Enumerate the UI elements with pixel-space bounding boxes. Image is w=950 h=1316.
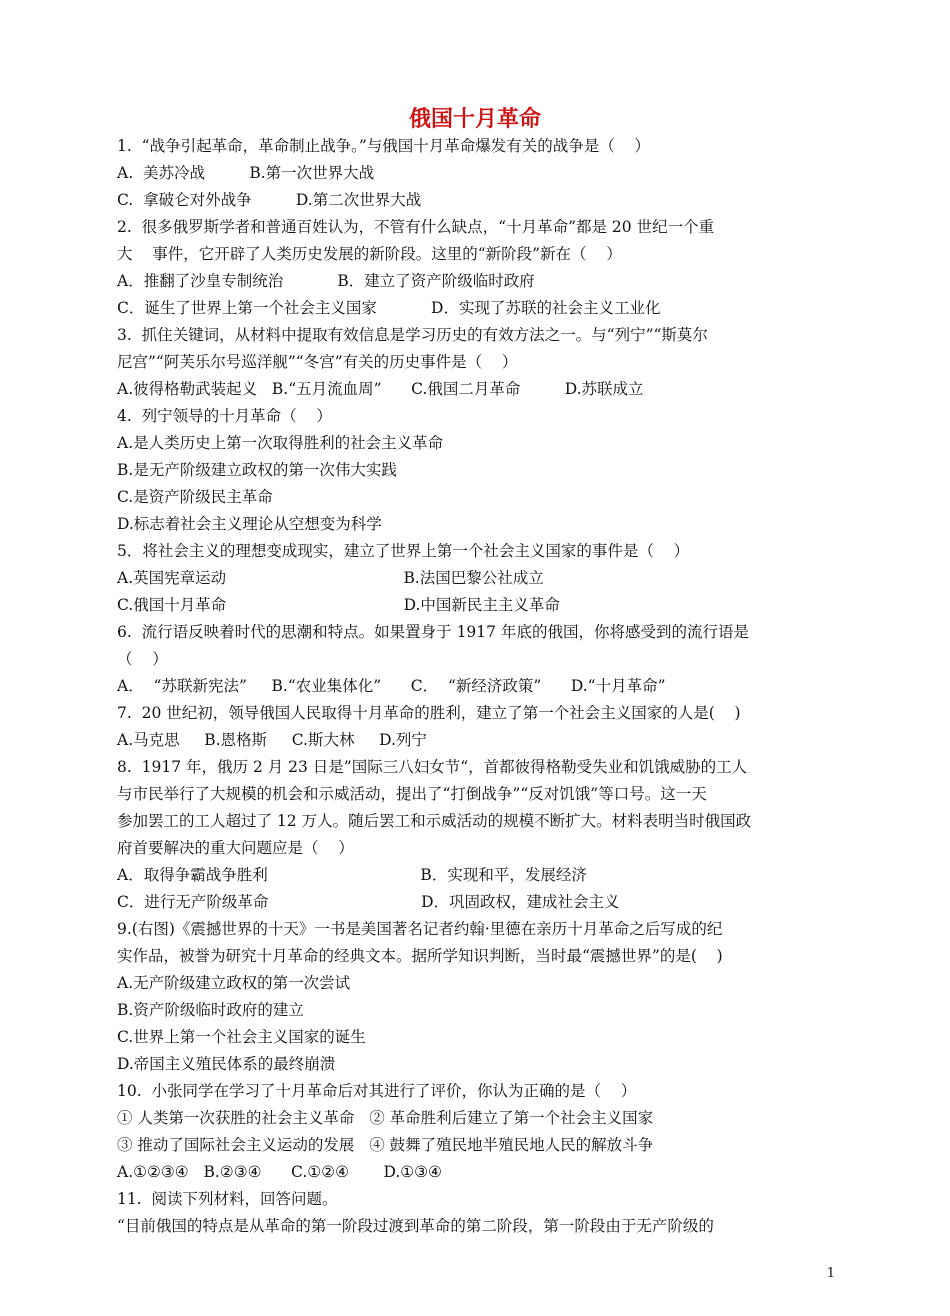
text-line: 2. 很多俄罗斯学者和普通百姓认为，不管有什么缺点，“十月革命”都是 20 世纪一个重 [117,218,715,236]
text-line: 1. “战争引起革命，革命制止战争。”与俄国十月革命爆发有关的战争是（ ） [117,137,650,155]
text-line: C.世界上第一个社会主义国家的诞生 [117,1028,366,1046]
text-line: A.无产阶级建立政权的第一次尝试 [117,974,351,992]
text-line: 9.(右图)《震撼世界的十天》一书是美国著名记者约翰·里德在亲历十月革命之后写成的纪 [117,920,723,938]
text-line: 4. 列宁领导的十月革命（ ） [117,407,332,425]
text-line: B.资产阶级临时政府的建立 [117,1001,304,1019]
text-line: 尼宫”“阿芙乐尔号巡洋舰”“冬宫”有关的历史事件是（ ） [117,353,518,371]
text-line: 3. 抓住关键词，从材料中提取有效信息是学习历史的有效方法之一。与“列宁”“斯莫尔 [117,326,708,344]
text-line: 7. 20 世纪初，领导俄国人民取得十月革命的胜利，建立了第一个社会主义国家的人是( ) [117,704,741,722]
text-line: C. 拿破仑对外战争 D.第二次世界大战 [117,191,422,209]
text-line: 参加罢工的工人超过了 12 万人。随后罢工和示威活动的规模不断扩大。材料表明当时俄国政 [117,812,752,830]
text-line: 府首要解决的重大问题应是（ ） [117,839,354,857]
text-line: A．推翻了沙皇专制统治 B．建立了资产阶级临时政府 [117,272,535,290]
text-line: A.英国宪章运动 B.法国巴黎公社成立 [117,569,544,587]
text-line: 10. 小张同学在学习了十月革命后对其进行了评价，你认为正确的是（ ） [117,1082,637,1100]
page-number: 1 [826,1266,835,1281]
text-line: “目前俄国的特点是从革命的第一阶段过渡到革命的第二阶段，第一阶段由于无产阶级的 [117,1217,714,1235]
page-title: 俄国十月革命 [408,107,541,132]
text-line: A.马克思 B.恩格斯 C.斯大林 D.列宁 [117,731,427,749]
text-line: A.彼得格勒武装起义 B.“五月流血周” C.俄国二月革命 D.苏联成立 [117,380,644,398]
text-line: （ ） [117,650,168,668]
text-line: A.是人类历史上第一次取得胜利的社会主义革命 [117,434,444,452]
text-line: 与市民举行了大规模的机会和示威活动，提出了“打倒战争”“反对饥饿”等口号。这一天 [117,785,707,803]
text-line: A． “苏联新宪法” B.“农业集体化” C． “新经济政策” D.“十月革命” [117,677,666,695]
text-line: D.帝国主义殖民体系的最终崩溃 [117,1055,336,1073]
text-line: C．诞生了世界上第一个社会主义国家 D．实现了苏联的社会主义工业化 [117,299,661,317]
text-line: 实作品，被誉为研究十月革命的经典文本。据所学知识判断，当时最“震撼世界”的是( ) [117,947,723,965]
text-line: ③ 推动了国际社会主义运动的发展 ④ 鼓舞了殖民地半殖民地人民的解放斗争 [117,1136,654,1154]
text-line: C.俄国十月革命 D.中国新民主主义革命 [117,596,560,614]
text-line: 5．将社会主义的理想变成现实，建立了世界上第一个社会主义国家的事件是（ ） [117,542,690,560]
text-line: 8. 1917 年，俄历 2 月 23 日是”国际三八妇女节“，首都彼得格勒受失业和饥饿威胁的工人 [117,758,748,776]
text-line: B.是无产阶级建立政权的第一次伟大实践 [117,461,397,479]
text-line: A. 美苏冷战 B.第一次世界大战 [117,164,375,182]
text-line: C.是资产阶级民主革命 [117,488,273,506]
text-line: 11. 阅读下列材料，回答问题。 [117,1190,338,1208]
text-line: A.①②③④ B.②③④ C.①②④ D.①③④ [117,1163,442,1181]
text-line: 大 事件，它开辟了人类历史发展的新阶段。这里的“新阶段”新在（ ） [117,245,622,263]
text-line: A．取得争霸战争胜利 B．实现和平，发展经济 [117,866,587,884]
text-line: C．进行无产阶级革命 D．巩固政权，建成社会主义 [117,893,620,911]
text-line: ① 人类第一次获胜的社会主义革命 ② 革命胜利后建立了第一个社会主义国家 [117,1109,654,1127]
text-line: D.标志着社会主义理论从空想变为科学 [117,515,382,533]
text-line: 6. 流行语反映着时代的思潮和特点。如果置身于 1917 年底的俄国，你将感受到的流行语是 [117,623,749,641]
